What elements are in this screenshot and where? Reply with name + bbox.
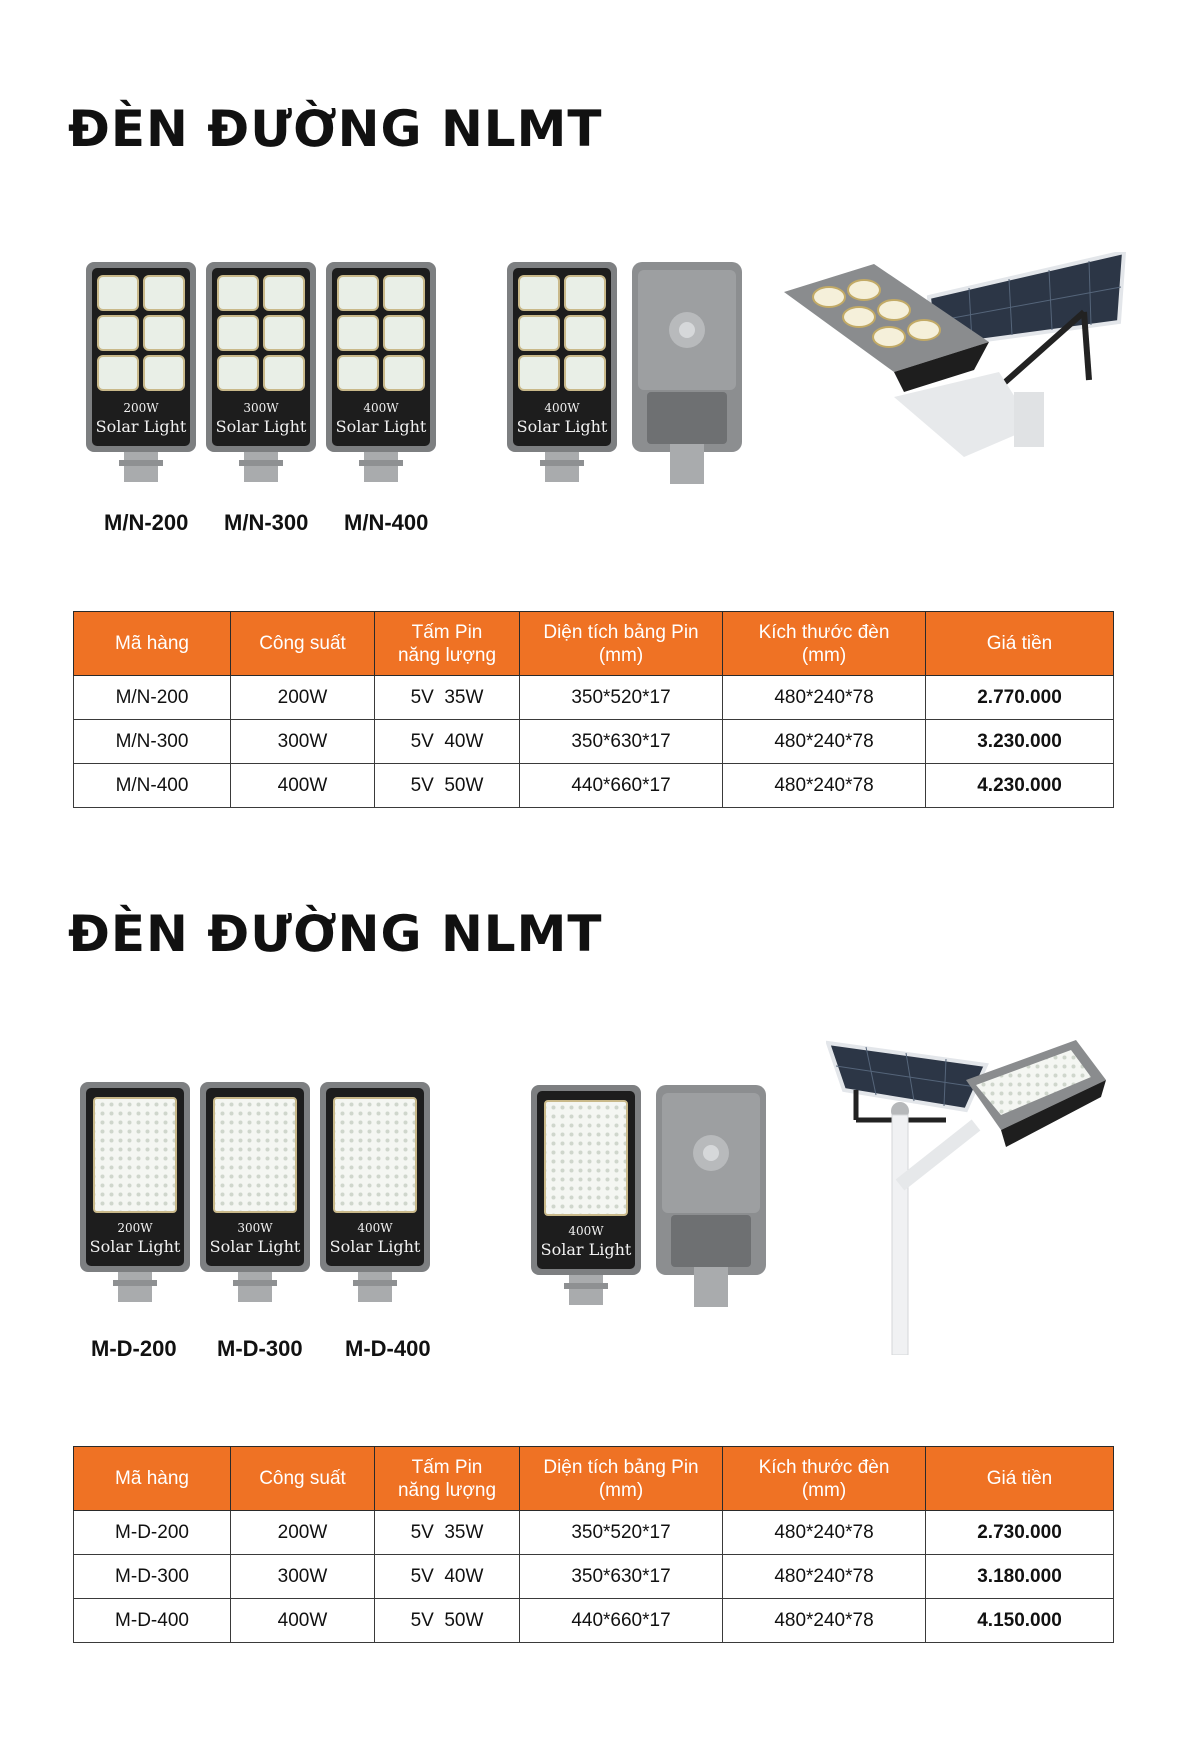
lamp-watt-label: 200W (123, 401, 159, 415)
header-gia-tien: Giá tiền (926, 612, 1114, 676)
product-image-group-1 (86, 262, 456, 492)
model-label-mn-200: M/N-200 (104, 510, 189, 535)
model-label-md-400: M-D-400 (345, 1336, 431, 1361)
cell-panel: 5V 40W (375, 720, 520, 764)
cell-power: 300W (231, 720, 375, 764)
header-tam-pin: Tấm Pin năng lượng (375, 612, 520, 676)
cell-model: M-D-400 (74, 1599, 231, 1643)
installed-lamp-md (826, 1035, 1116, 1355)
lamp-watt-label: 400W (568, 1224, 604, 1238)
cell-price: 3.230.000 (926, 720, 1114, 764)
cell-price: 3.180.000 (926, 1555, 1114, 1599)
cell-lamp-size: 480*240*78 (723, 1511, 926, 1555)
cell-panel-size: 350*630*17 (520, 1555, 723, 1599)
product-installed-2 (826, 1035, 1116, 1355)
lamp-back-view (656, 1085, 766, 1307)
lamp-mn-300 (206, 262, 316, 482)
product-front-back-1 (507, 262, 747, 492)
product-front-back-2 (531, 1085, 771, 1315)
lamp-watt-label: 400W (363, 401, 399, 415)
header-cong-suat: Công suất (231, 612, 375, 676)
lamp-brand-label: Solar Light (335, 417, 427, 436)
lamp-brand-label: Solar Light (209, 1237, 301, 1256)
header-kich-thuoc: Kích thước đèn (mm) (723, 612, 926, 676)
installed-lamp-mn (784, 252, 1144, 472)
header-ma-hang: Mã hàng (74, 1447, 231, 1511)
table-row (74, 1599, 1114, 1643)
model-label-mn-300: M/N-300 (224, 510, 309, 535)
lamp-md-200 (80, 1082, 190, 1302)
spec-table-2 (73, 1446, 1114, 1643)
model-label-mn-400: M/N-400 (344, 510, 429, 535)
lamp-mn-200 (86, 262, 196, 482)
table-row (74, 1555, 1114, 1599)
cell-panel-size: 350*520*17 (520, 676, 723, 720)
header-tam-pin: Tấm Pin năng lượng (375, 1447, 520, 1511)
header-kich-thuoc: Kích thước đèn (mm) (723, 1447, 926, 1511)
cell-panel: 5V 40W (375, 1555, 520, 1599)
cell-panel: 5V 50W (375, 764, 520, 808)
cell-price: 2.730.000 (926, 1511, 1114, 1555)
lamp-watt-label: 300W (237, 1221, 273, 1235)
spec-table-1 (73, 611, 1114, 808)
cell-panel: 5V 50W (375, 1599, 520, 1643)
lamp-brand-label: Solar Light (516, 417, 608, 436)
lamp-brand-label: Solar Light (215, 417, 307, 436)
lamp-brand-label: Solar Light (89, 1237, 181, 1256)
cell-model: M/N-400 (74, 764, 231, 808)
cell-power: 300W (231, 1555, 375, 1599)
header-ma-hang: Mã hàng (74, 612, 231, 676)
product-image-group-2 (80, 1082, 450, 1312)
cell-lamp-size: 480*240*78 (723, 1555, 926, 1599)
cell-panel-size: 440*660*17 (520, 1599, 723, 1643)
cell-model: M/N-200 (74, 676, 231, 720)
lamp-brand-label: Solar Light (329, 1237, 421, 1256)
cell-panel-size: 350*520*17 (520, 1511, 723, 1555)
cell-power: 200W (231, 1511, 375, 1555)
lamp-watt-label: 200W (117, 1221, 153, 1235)
mn-lamp-row (86, 262, 456, 492)
table-row (74, 1511, 1114, 1555)
header-gia-tien: Giá tiền (926, 1447, 1114, 1511)
cell-lamp-size: 480*240*78 (723, 720, 926, 764)
model-label-md-300: M-D-300 (217, 1336, 303, 1361)
table-header-row (74, 612, 1114, 676)
mn-front-back (507, 262, 747, 492)
header-dien-tich: Diện tích bảng Pin (mm) (520, 612, 723, 676)
cell-model: M/N-300 (74, 720, 231, 764)
cell-lamp-size: 480*240*78 (723, 1599, 926, 1643)
lamp-md-400 (320, 1082, 430, 1302)
product-installed-1 (784, 252, 1144, 472)
cell-panel-size: 350*630*17 (520, 720, 723, 764)
header-dien-tich: Diện tích bảng Pin (mm) (520, 1447, 723, 1511)
lamp-mn-400 (326, 262, 436, 482)
table-row (74, 676, 1114, 720)
lamp-front-view (531, 1085, 641, 1305)
lamp-brand-label: Solar Light (540, 1240, 632, 1259)
lamp-md-300 (200, 1082, 310, 1302)
cell-panel: 5V 35W (375, 676, 520, 720)
section-title-2: ĐÈN ĐƯỜNG NLMT (68, 905, 603, 963)
cell-power: 200W (231, 676, 375, 720)
table-header-row (74, 1447, 1114, 1511)
cell-lamp-size: 480*240*78 (723, 764, 926, 808)
cell-lamp-size: 480*240*78 (723, 676, 926, 720)
cell-price: 2.770.000 (926, 676, 1114, 720)
table-row (74, 720, 1114, 764)
cell-model: M-D-300 (74, 1555, 231, 1599)
lamp-brand-label: Solar Light (95, 417, 187, 436)
lamp-watt-label: 400W (544, 401, 580, 415)
cell-panel: 5V 35W (375, 1511, 520, 1555)
cell-price: 4.150.000 (926, 1599, 1114, 1643)
md-lamp-row (80, 1082, 450, 1312)
md-front-back (531, 1085, 771, 1315)
cell-price: 4.230.000 (926, 764, 1114, 808)
cell-power: 400W (231, 1599, 375, 1643)
cell-power: 400W (231, 764, 375, 808)
lamp-front-view (507, 262, 617, 482)
table-row (74, 764, 1114, 808)
lamp-back-view (632, 262, 742, 484)
cell-model: M-D-200 (74, 1511, 231, 1555)
cell-panel-size: 440*660*17 (520, 764, 723, 808)
lamp-watt-label: 400W (357, 1221, 393, 1235)
lamp-watt-label: 300W (243, 401, 279, 415)
header-cong-suat: Công suất (231, 1447, 375, 1511)
model-label-md-200: M-D-200 (91, 1336, 177, 1361)
section-title-1: ĐÈN ĐƯỜNG NLMT (68, 100, 603, 158)
